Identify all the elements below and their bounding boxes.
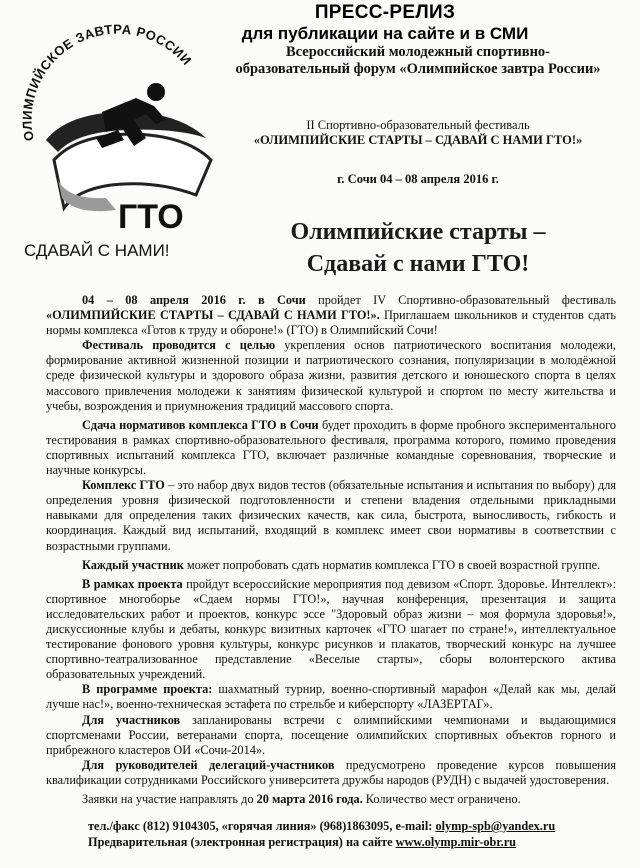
participants-text: запланированы встречи с олимпийскими чемпионами и выдающимися спортсменами России, ветеранами спорта, посещение олимпийских спортивных объектов горного и прибрежного кластеров ОИ «Сочи-2014». (46, 712, 616, 757)
release-body (46, 293, 616, 807)
project-lead: В рамках проекта (82, 576, 183, 591)
intro-festival-name: «ОЛИМПИЙСКИЕ СТАРТЫ – СДАВАЙ С НАМИ ГТО!». (46, 308, 380, 323)
program-text: шахматный турнир, военно-спортивный марафон «Делай как мы, делай лучше нас!», военно-техническая эстафета по стрельбе и киберспорту «ЛАЗЕРТАГ». (46, 682, 616, 712)
logo-gto-text: ГТО (118, 198, 184, 236)
paragraph-applications (46, 792, 616, 807)
logo-arc-text: ОЛИМПИЙСКОЕ ЗАВТРА РОССИИ (19, 21, 195, 143)
contact-block (88, 818, 616, 850)
participant-lead: Каждый участник (82, 557, 184, 572)
applications-text-1: Заявки на участие направлять до (82, 792, 257, 806)
press-release-heading: ПРЕСС-РЕЛИЗ (314, 2, 456, 23)
paragraph-participants (46, 713, 616, 758)
paragraph-leaders (46, 758, 616, 788)
festival-block (232, 118, 604, 148)
main-title-line2: Сдавай с нами ГТО! (306, 251, 530, 277)
festival-line2: «ОЛИМПИЙСКИЕ СТАРТЫ – СДАВАЙ С НАМИ ГТО!» (253, 133, 583, 147)
applications-text-2: Количество мест ограничено. (362, 792, 521, 806)
contact-registration-line (88, 834, 616, 850)
norms-text: будет проходить в форме пробного экспериментального тестирования в рамках спортивно-образовательного фестиваля, программа которого, помимо проведения спортивных испытаний комплекса ГТО, включает различные командные соревнования, творческие и научные конкурсы. (46, 417, 616, 478)
contact-phone-line (88, 818, 616, 834)
main-title (232, 216, 604, 280)
festival-line1: II Спортивно-образовательный фестиваль (306, 118, 530, 132)
paragraph-goal (46, 338, 616, 413)
applications-deadline: 20 марта 2016 года. (256, 792, 363, 806)
intro-dates: 04 – 08 апреля 2016 г. в Сочи (82, 293, 306, 307)
contact-email-link[interactable]: olymp-spb@yandex.ru (435, 819, 556, 833)
intro-text-2: Приглашаем школьников и студентов сдать нормы комплекса «Готов к труду и обороне!» (ГТО) в Олимпийский Сочи! (46, 308, 616, 338)
paragraph-project (46, 577, 616, 683)
intro-text-1: пройдет IV Спортивно-образовательный фестиваль (305, 293, 617, 307)
paragraph-norms (46, 418, 616, 478)
paragraph-intro (46, 293, 616, 338)
paragraph-complex (46, 478, 616, 553)
gto-logo (6, 20, 226, 260)
city-dates: г. Сочи 04 – 08 апреля 2016 г. (337, 172, 499, 186)
goal-lead: Фестиваль проводится с целью (82, 338, 276, 353)
forum-name: Всероссийский молодежный спортивно-образовательный форум «Олимпийское завтра России» (235, 44, 601, 77)
goal-text: укрепления основ патриотического воспитания молодежи, формирование активной жизненной позиции и патриотического сознания, популяризации в молодёжной среде физической культуры и здорового образа жизни, развития детского и юношеского спорта в целях массового привлечения молодежи к занятиям физической культурой и спортом по месту жительства и учебы, возрождения и приумножения традиций массового спорта. (46, 338, 616, 413)
leaders-lead: Для руководителей делегаций-участников (82, 757, 335, 772)
paragraph-participant (46, 558, 616, 573)
paragraph-program (46, 682, 616, 712)
logo-slogan: СДАВАЙ С НАМИ! (24, 241, 170, 260)
program-lead: В программе проекта: (82, 682, 213, 697)
registration-text: Предварительная (электронная регистрация) на сайте (88, 835, 396, 849)
main-title-line1: Олимпийские старты – (290, 219, 546, 245)
contact-phone: тел./факс (812) 9104305, «горячая линия» (968)1863095, e-mail: (88, 819, 436, 833)
leaders-text: предусмотрено проведение курсов повышения квалификации сотрудниками Российского университета дружбы народов (РУДН) с выдачей удостоверения. (46, 757, 616, 787)
gto-logo-graphic (6, 20, 226, 260)
participant-text: может попробовать сдать норматив комплекса ГТО в своей возрастной группе. (183, 557, 601, 572)
registration-site-link[interactable]: www.olymp.mir-obr.ru (395, 835, 517, 849)
complex-text: – это набор двух видов тестов (обязательные испытания и испытания по выбору) для определения уровня физической подготовленности и степени владения отдельными прикладными навыками для определения таких физических качеств, как сила, быстрота, выносливость, гибкость и координация. Каждый вид испытаний, входящий в комплекс имеет свои нормативы в соответствии с возрастными группами. (46, 478, 617, 553)
project-text: пройдут всероссийские мероприятия под девизом «Спорт. Здоровье. Интеллект»: спортивное многоборье «Сдаем нормы ГТО!», научная конференция, презентация и защита исследовательских работ и проектов, конкурс эссе "Здоровый образ жизни – моя формула здоровья!», дискуссионные клубы и дебаты, конкурс визитных карточек «ГТО шагает по стране!», интеллектуальное тестирование фонового уровня культуры, конкурс рисунков и плакатов, творческий конкурс на лучшее спортивно-театрализованное представление «Веселые старты», сборы волонтерского актива образовательных учреждений. (46, 576, 616, 682)
participants-lead: Для участников (82, 712, 181, 727)
publication-subheading: для публикации на сайте и в СМИ (241, 24, 529, 43)
norms-lead: Сдача нормативов комплекса ГТО в Сочи (82, 417, 319, 432)
complex-lead: Комплекс ГТО (82, 478, 165, 493)
